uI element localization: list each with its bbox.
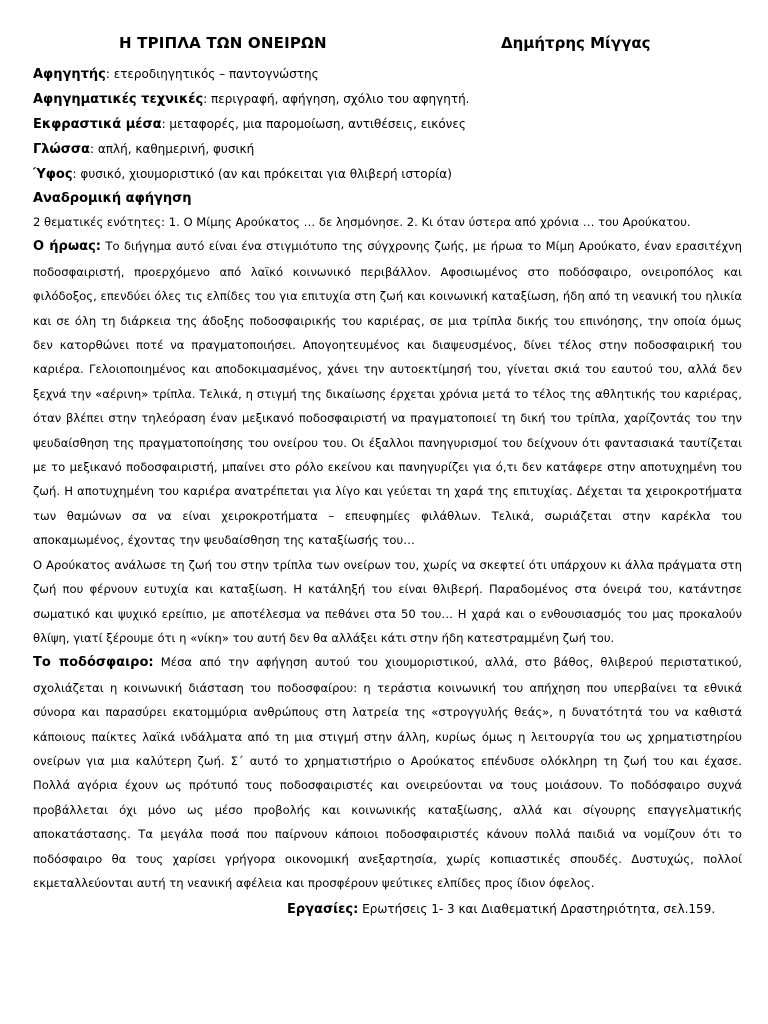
meta-label: Εκφραστικά μέσα (33, 117, 162, 132)
meta-line-techniques (33, 87, 742, 112)
second-paragraph: Ο Αρούκατος ανάλωσε τη ζωή του στην τρίπλα των ονείρων του, χωρίς να σκεφτεί ότι υπάρχουν κι άλλα πράγματα στη ζωή που φέρνουν ευτυχία και καταξίωση. Η κατάληξή του είναι θλιβερή. Παραδομένος στα όνειρά του, κατάντησε σωματικό και ψυχικό ερείπιο, με αποτέλεσμα να πεθάνει στα 50 του… Η χαρά και ο ενθουσιασμός του μας προκαλούν θλίψη, γιατί ξέρουμε ότι η «νίκη» του αυτή δεν θα αλλάξει κάτι στην ήδη κατεστραμμένη ζωή του. (33, 557, 742, 645)
hero-text: Το διήγημα αυτό είναι ένα στιγμιότυπο της σύγχρονης ζωής, με ήρωα το Μίμη Αρούκατο, έναν ερασιτέχνη ποδοσφαιριστή, προερχόμενο από λαϊκό κοινωνικό περιβάλλον. Αφοσιωμένος στο ποδόσφαιρο, ονειροπόλος και φιλόδοξος, επενδύει όλες τις ελπίδες του για επιτυχία στη ζωή και κοινωνική καταξίωση, ήδη από τη νεανική του ηλικία και σε όλη τη διάρκεια της άδοξης ποδοσφαιρικής του καριέρας, σε μια τρίπλα δικής του επινόησης, την οποία όμως δεν κατορθώνει ποτέ να πραγματοποιήσει. Απογοητευμένος και διαψευσμένος, δίνει τέλος στην ποδοσφαιρική του καριέρα. Γελοιοποιημένος και αποδοκιμασμένος, χάνει την αυτοεκτίμησή του, γίνεται σκιά του εαυτού του, αλλά δεν ξεχνά την «αέρινη» τρίπλα. Τελικά, η στιγμή της δικαίωσης έρχεται χρόνια μετά το τέλος της αθλητικής του καριέρας, όταν βλέπει στην τηλεόραση έναν μεξικανό ποδοσφαιριστή να πραγματοποιεί τη δική του τρίπλα, χαρίζοντάς του την ψευδαίσθηση της πραγματοποίησης του ονείρου του. Οι έξαλλοι πανηγυρισμοί του δείχνουν ότι φαντασιακά ταυτίζεται με το μεξικανό ποδοσφαιριστή, μπαίνει στο ρόλο εκείνου και πανηγυρίζει για ό,τι δεν κατάφερε στην αποτυχημένη του ζωή. Η αποτυχημένη του καριέρα ανατρέπεται για λίγο και γεύεται τη χαρά της επιτυχίας. Δέχεται τα χειροκροτήματα των θαμώνων σα να είναι χειροκροτήματα – επευφημίες φιλάθλων. Τελικά, σωριάζεται στην καρέκλα του αποκαμωμένος, έχοντας την ψευδαίσθηση της καταξίωσής του… (33, 239, 742, 548)
tasks-label: Εργασίες: (287, 902, 359, 918)
subheading: Αναδρομική αφήγηση (33, 191, 192, 206)
football-text: Μέσα από την αφήγηση αυτού του χιουμοριστικού, αλλά, στο βάθος, θλιβερού περιστατικού, σχολιάζεται η κοινωνική διάσταση του ποδοσφαίρου: η τεράστια κοινωνική του απήχηση που υπερβαίνει τα εθνικά σύνορα και παρασύρει εκατομμύρια ανθρώπους στη λατρεία της «στρογγυλής θεάς», η δυνατότητά του να καθιστά κάποιους παίκτες λαϊκά ινδάλματα από τη μια στιγμή στην άλλη, κυρίως όμως η λειτουργία του ως χρηματιστηρίου ονείρων για μια καλύτερη ζωή. Σ΄ αυτό το χρηματιστήριο ο Αρούκατος επένδυσε ολόκληρη τη ζωή του και έχασε. Πολλά αγόρια έχουν ως πρότυπό τους ποδοσφαιριστές και ονειρεύονται να τους μοιάσουν. Το ποδόσφαιρο συχνά προβάλλεται όχι μόνο ως μέσο προβολής και κοινωνικής καταξίωσης, αλλά και σίγουρης επαγγελματικής αποκατάστασης. Τα μεγάλα ποσά που παίρνουν κάποιοι ποδοσφαιριστές κάνουν πολλά παιδιά να νομίζουν ότι το ποδόσφαιρο θα τους χαρίσει γρήγορα οικονομική ανεξαρτησία, χωρίς κοπιαστικές σπουδές. Δυστυχώς, πολλοί εκμεταλλεύονται αυτή τη νεανική αφέλεια και προσφέρουν ψεύτικες ελπίδες προς ίδιον όφελος. (33, 655, 742, 890)
meta-sep: : (72, 167, 81, 181)
author-name: Δημήτρης Μίγγας (501, 34, 651, 52)
tasks-line (33, 897, 742, 922)
thematic-units-line: 2 θεματικές ενότητες: 1. Ο Μίμης Αρούκατος … δε λησμόνησε. 2. Κι όταν ύστερα από χρόνια … του Αρούκατου. (33, 215, 691, 229)
meta-value: ετεροδιηγητικός – παντογνώστης (113, 67, 319, 81)
meta-label: Αφηγηματικές τεχνικές (33, 92, 204, 107)
meta-line-language (33, 137, 742, 162)
hero-paragraph (33, 234, 742, 552)
meta-line-style (33, 162, 742, 187)
meta-line-expressive-means (33, 112, 742, 137)
meta-line-narrator (33, 62, 742, 87)
meta-sep: : (90, 142, 98, 156)
football-label: Το ποδόσφαιρο: (33, 655, 154, 671)
meta-value: μεταφορές, μια παρομοίωση, αντιθέσεις, εικόνες (169, 117, 466, 131)
header (33, 34, 742, 62)
meta-value: φυσικό, χιουμοριστικό (αν και πρόκειται για θλιβερή ιστορία) (80, 167, 452, 181)
hero-label: Ο ήρωας: (33, 239, 101, 255)
meta-sep: : (105, 67, 114, 81)
meta-value: απλή, καθημερινή, φυσική (97, 142, 255, 156)
meta-label: Γλώσσα (33, 142, 90, 157)
meta-sep: : (203, 92, 212, 106)
document-title: Η ΤΡΙΠΛΑ ΤΩΝ ΟΝΕΙΡΩΝ (119, 34, 327, 52)
meta-value: περιγραφή, αφήγηση, σχόλιο του αφηγητή. (211, 92, 470, 106)
football-paragraph (33, 650, 742, 895)
tasks-text: Ερωτήσεις 1- 3 και Διαθεματική Δραστηριότητα, σελ.159. (358, 902, 716, 917)
meta-sep: : (161, 117, 170, 131)
meta-label: Αφηγητής (33, 67, 106, 82)
meta-label: Ύφος (33, 167, 73, 182)
